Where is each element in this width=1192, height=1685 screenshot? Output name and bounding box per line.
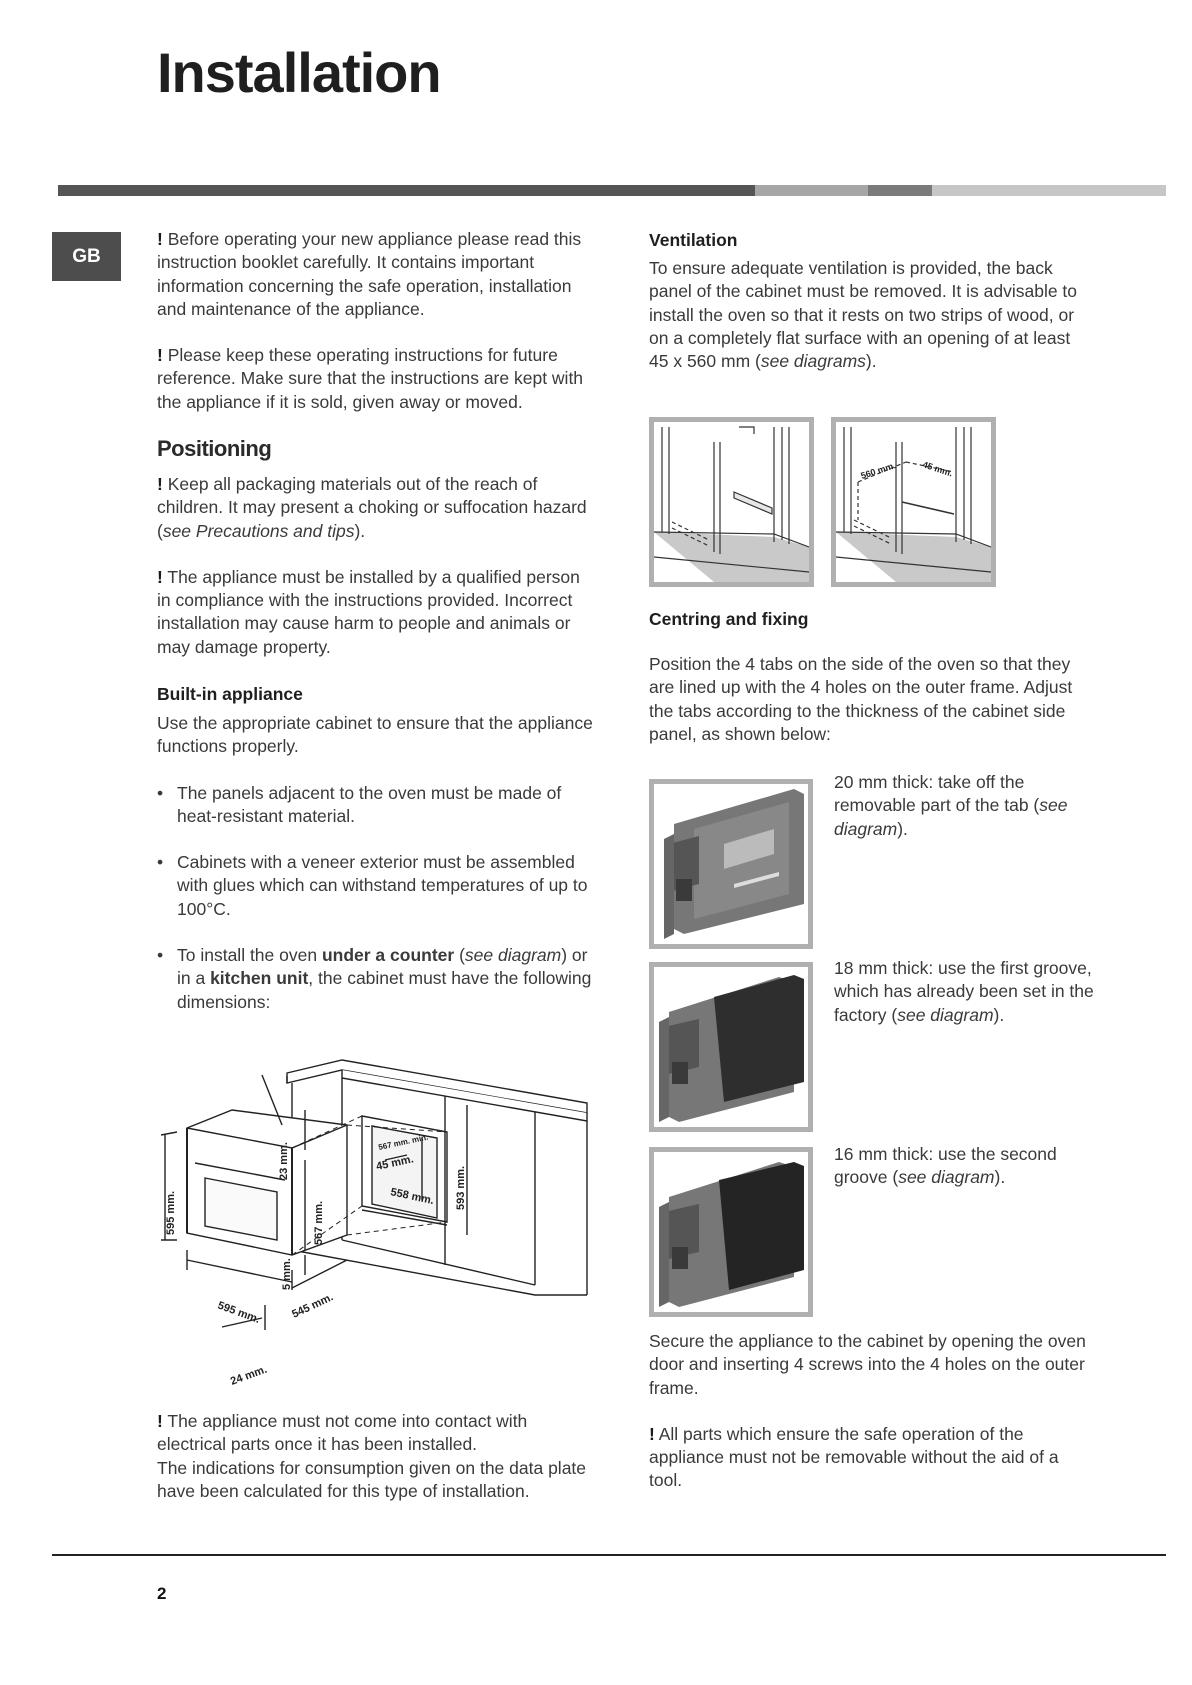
tab-20mm-text bbox=[834, 771, 1099, 841]
header-bar-segment-light bbox=[755, 185, 868, 196]
warning-mark: ! bbox=[157, 566, 163, 587]
dim-24: 24 mm. bbox=[228, 1363, 269, 1388]
builtin-text bbox=[157, 712, 597, 1014]
tab-20mm-diagram-link[interactable]: see diagram bbox=[834, 795, 1068, 839]
ventilation-text bbox=[649, 257, 1094, 373]
dim-558: 558 mm. bbox=[389, 1186, 435, 1208]
tab-figure-18mm bbox=[649, 962, 813, 1132]
left-column bbox=[157, 228, 597, 414]
precautions-link[interactable]: see Precautions and tips bbox=[162, 520, 355, 541]
cabinet-dimensions-diagram bbox=[157, 1050, 597, 1395]
tab-18mm-paragraph: 18 mm thick: use the first groove, which has already been set in the factory (see diagram). bbox=[834, 958, 1094, 1025]
dim-567: 567 mm. bbox=[313, 1200, 325, 1245]
header-color-bar bbox=[58, 185, 1166, 196]
tab-16mm-illustration bbox=[654, 1152, 808, 1312]
tab-18mm-diagram-link[interactable]: see diagram bbox=[897, 1004, 994, 1025]
dim-45: 45 mm. bbox=[375, 1153, 415, 1173]
final-notes bbox=[157, 1410, 597, 1503]
final-paragraph-2: The indications for consumption given on the data plate have been calculated for this type of installation. bbox=[157, 1457, 587, 1501]
final-paragraph-1: ! The appliance must not come into contact with electrical parts once it has been installed. bbox=[157, 1411, 528, 1455]
bullet-3: • To install the oven under a counter (see diagram) or in a kitchen unit, the cabinet must have the following dimensions: bbox=[157, 944, 597, 1014]
warning-mark: ! bbox=[157, 229, 163, 249]
warning-mark: ! bbox=[157, 345, 163, 366]
bullet-2: • Cabinets with a veneer exterior must be assembled with glues which can withstand temperatures of up to 100°C. bbox=[157, 851, 597, 921]
dim-567-min: 567 mm. min. bbox=[377, 1132, 429, 1152]
page-number: 2 bbox=[157, 1584, 167, 1603]
tab-16mm-paragraph: 16 mm thick: use the second groove (see diagram). bbox=[834, 1144, 1057, 1188]
tab-20mm-illustration bbox=[654, 784, 808, 944]
dim-545: 545 mm. bbox=[290, 1291, 336, 1321]
dim-593: 593 mm. bbox=[455, 1165, 467, 1210]
dim-23: 23 mm. bbox=[278, 1142, 290, 1180]
diagrams-link[interactable]: see diagrams bbox=[760, 351, 866, 372]
centring-text bbox=[649, 653, 1094, 746]
builtin-heading: Built-in appliance bbox=[157, 684, 303, 704]
tab-20mm-paragraph: 20 mm thick: take off the removable part of the tab (see diagram). bbox=[834, 772, 1068, 839]
diagram-link[interactable]: see diagram bbox=[464, 945, 562, 966]
dim-595-horizontal: 595 mm. bbox=[215, 1299, 262, 1326]
builtin-paragraph: Use the appropriate cabinet to ensure that the appliance functions properly. bbox=[157, 713, 593, 757]
header-bar-segment-pale bbox=[932, 185, 1166, 196]
tab-figure-20mm bbox=[649, 779, 813, 949]
bullet-1: • The panels adjacent to the oven must be made of heat-resistant material. bbox=[157, 782, 597, 829]
warning-mark: ! bbox=[157, 474, 163, 494]
dim-595-vertical: 595 mm. bbox=[165, 1190, 177, 1235]
positioning-paragraph-2: ! The appliance must be installed by a qualified person in compliance with the instructions provided. Incorrect installation may cause harm to people and animals or may damage property. bbox=[157, 566, 580, 657]
securing-text bbox=[649, 1330, 1094, 1493]
tab-18mm-text bbox=[834, 957, 1099, 1027]
warning-mark: ! bbox=[649, 1423, 655, 1444]
dim-5: 5 mm. bbox=[281, 1258, 293, 1290]
centring-paragraph: Position the 4 tabs on the side of the oven so that they are lined up with the 4 holes on the outer frame. Adjust the tabs according to the thickness of the cabinet side panel, as shown below: bbox=[649, 654, 1073, 744]
ventilation-illustration-1 bbox=[654, 422, 809, 582]
secure-paragraph: Secure the appliance to the cabinet by opening the oven door and inserting 4 screws into the 4 holes on the outer frame. bbox=[649, 1331, 1086, 1398]
ventilation-paragraph: To ensure adequate ventilation is provided, the back panel of the cabinet must be removed. It is advisable to install the oven so that it rests on two strips of wood, or on a completely flat surface with an opening of at least 45 x 560 mm (see diagrams). bbox=[649, 258, 1078, 372]
positioning-text bbox=[157, 473, 597, 659]
warning-mark: ! bbox=[157, 1411, 163, 1431]
vent-dim-560: 560 mm. bbox=[859, 460, 897, 481]
ventilation-heading: Ventilation bbox=[649, 230, 738, 250]
tab-16mm-text bbox=[834, 1143, 1099, 1190]
vent-dim-45: 45 mm. bbox=[921, 459, 954, 479]
positioning-heading: Positioning bbox=[157, 436, 272, 461]
ventilation-figure-1 bbox=[649, 417, 814, 587]
centring-heading: Centring and fixing bbox=[649, 609, 809, 629]
tab-figure-16mm bbox=[649, 1147, 813, 1317]
parts-paragraph: ! All parts which ensure the safe operation of the appliance must not be removable without the aid of a tool. bbox=[649, 1423, 1059, 1491]
tab-16mm-diagram-link[interactable]: see diagram bbox=[898, 1167, 995, 1188]
page-title: Installation bbox=[157, 41, 441, 104]
tab-18mm-illustration bbox=[654, 967, 808, 1127]
intro-paragraph-2: ! Please keep these operating instructions for future reference. Make sure that the instructions are kept with the appliance if it is sold, given away or moved. bbox=[157, 345, 584, 412]
positioning-paragraph-1: ! Keep all packaging materials out of the reach of children. It may present a choking or suffocation hazard (see Precautions and tips). bbox=[157, 474, 587, 541]
ventilation-illustration-2 bbox=[836, 422, 991, 582]
language-tab: GB bbox=[52, 232, 121, 281]
intro-paragraph-1: ! Before operating your new appliance please read this instruction booklet carefully. It contains important information concerning the safe operation, installation and maintenance of the appliance. bbox=[157, 229, 582, 319]
ventilation-figure-2 bbox=[831, 417, 996, 587]
header-bar-segment-dark bbox=[58, 185, 755, 196]
header-bar-segment-mid bbox=[868, 185, 932, 196]
footer-rule bbox=[52, 1554, 1166, 1556]
